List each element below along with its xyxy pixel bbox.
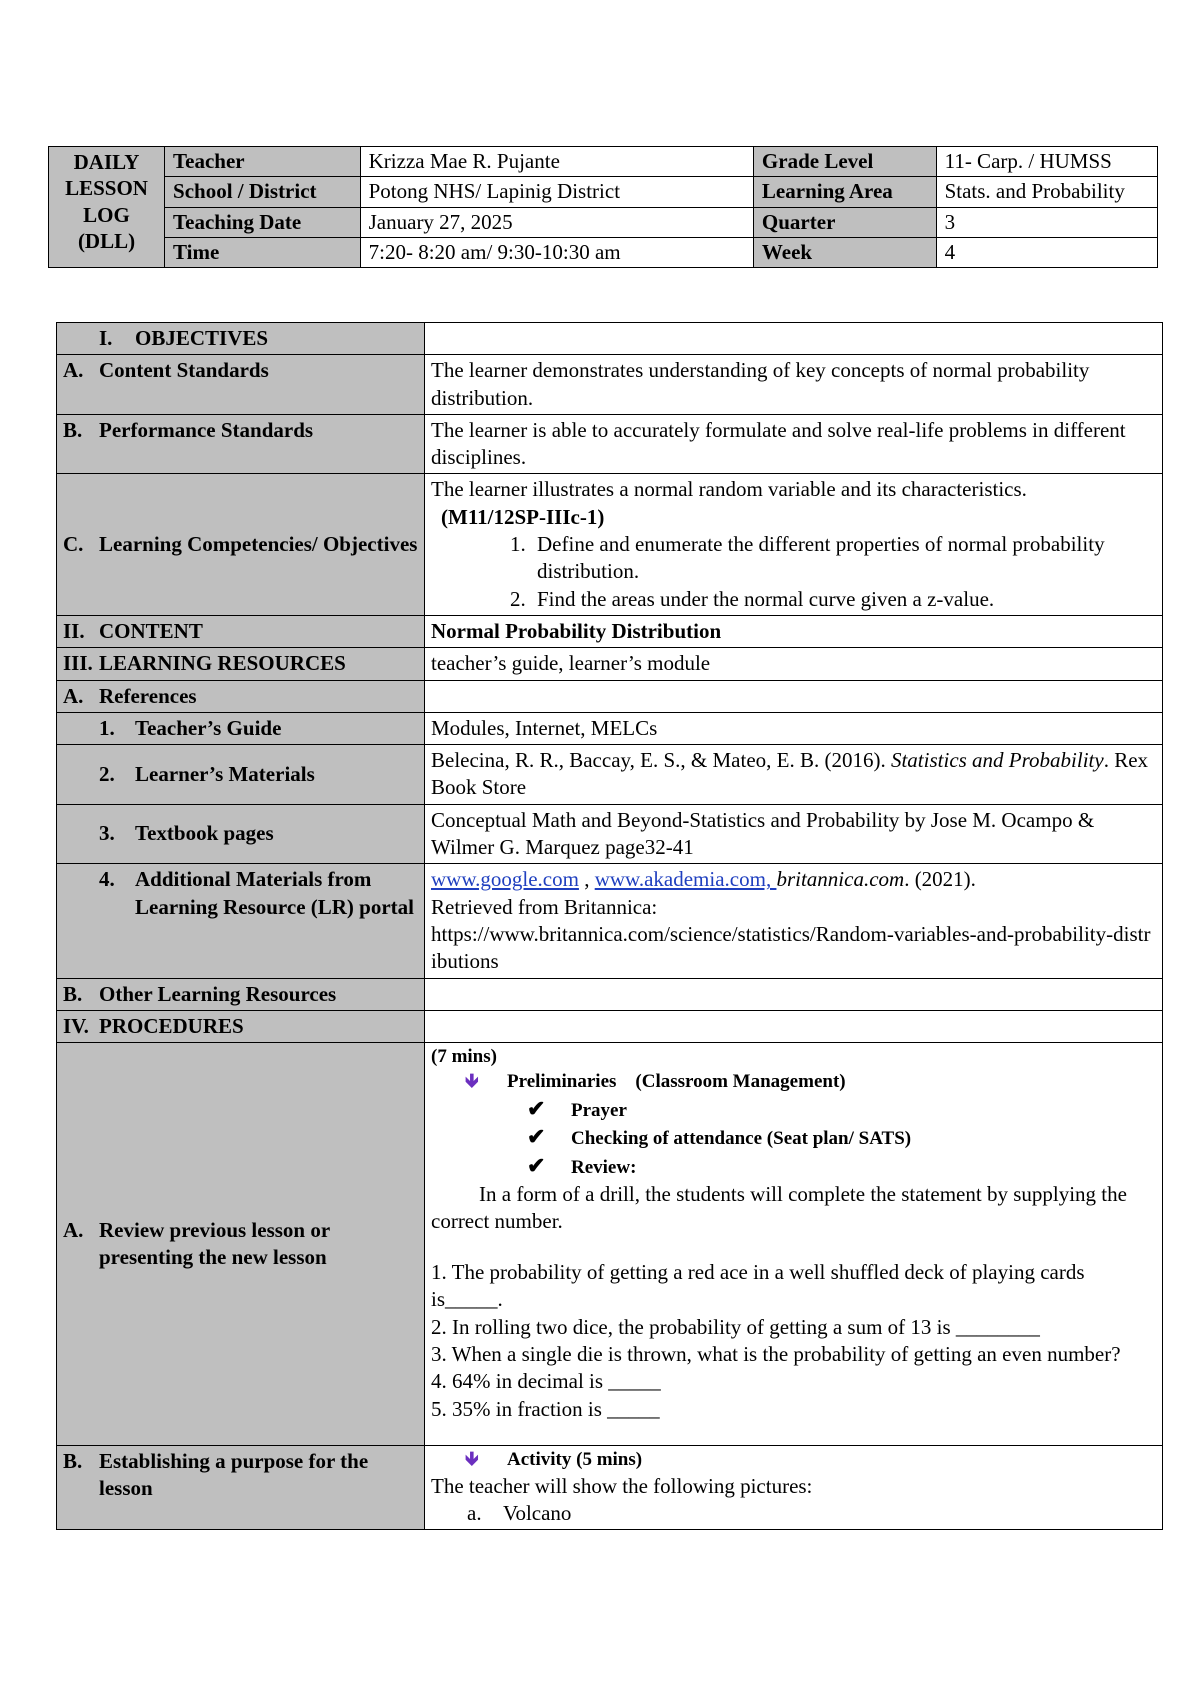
- section-number: I.: [99, 326, 113, 350]
- review-lesson-value: [425, 1043, 1163, 1446]
- lesson-plan-table: [56, 322, 1163, 1530]
- question-3: 3. When a single die is thrown, what is the probability of getting an even number?: [431, 1342, 1121, 1367]
- school-value: Potong NHS/ Lapinig District: [360, 177, 753, 207]
- time-allotment: (7 mins): [431, 1046, 497, 1068]
- references-label: [57, 680, 425, 712]
- question-end: .: [497, 1287, 503, 1312]
- check-item: [431, 1123, 1156, 1152]
- list-item: 2. Find the areas under the normal curve given a z-value.: [531, 586, 1156, 613]
- item-label: References: [99, 683, 197, 708]
- check-item-label: Checking of attendance (Seat plan/ SATS): [571, 1128, 912, 1150]
- time-value: 7:20- 8:20 am/ 9:30-10:30 am: [360, 237, 753, 267]
- establishing-purpose-label: [57, 1445, 425, 1529]
- answer-blank: _____: [445, 1287, 498, 1312]
- content-standards-label: [57, 355, 425, 415]
- question-4: 4. 64% in decimal is _____: [431, 1369, 661, 1394]
- item-letter: C.: [63, 532, 84, 557]
- week-label: Week: [753, 237, 936, 267]
- establishing-purpose-value: [425, 1445, 1163, 1529]
- item-label: Additional Materials from Learning Resource (LR) portal: [135, 867, 414, 919]
- item-letter: A.: [63, 358, 84, 383]
- content-label: [57, 615, 425, 647]
- learners-materials-value: [425, 745, 1163, 805]
- checkmark-icon: ✔: [527, 1095, 546, 1121]
- item-label: Performance Standards: [99, 417, 314, 442]
- learning-competencies-label: [57, 474, 425, 615]
- item-label: Other Learning Resources: [99, 981, 337, 1006]
- content-standards-value: The learner demonstrates understanding of key concepts of normal probability distribution.: [425, 355, 1163, 415]
- performance-standards-value: The learner is able to accurately formulate and solve real-life problems in different disciplines.: [425, 414, 1163, 474]
- school-label: School / District: [165, 177, 361, 207]
- dll-label: [49, 147, 165, 268]
- objectives-heading: [57, 323, 425, 355]
- teaching-date-value: January 27, 2025: [360, 207, 753, 237]
- dll-label-line: LESSON: [65, 176, 148, 201]
- activity-instructions: The teacher will show the following pictures:: [431, 1473, 813, 1498]
- section-title: PROCEDURES: [99, 1013, 244, 1038]
- question-text: 1. The probability of getting a red ace in a well shuffled deck of playing cards is: [431, 1260, 1085, 1312]
- objectives-empty-cell: [425, 323, 1163, 355]
- grade-level-value: 11- Carp. / HUMSS: [936, 147, 1157, 177]
- learning-competencies-value: [425, 474, 1163, 615]
- picture-item-label: Volcano: [503, 1500, 572, 1525]
- textbook-pages-label: [57, 804, 425, 864]
- preliminaries-bullet: [431, 1070, 1156, 1095]
- activity-text: Activity (5 mins): [507, 1448, 643, 1470]
- quarter-value: 3: [936, 207, 1157, 237]
- item-label: Learner’s Materials: [135, 761, 315, 786]
- dll-label-line: DAILY: [73, 150, 140, 174]
- teacher-label: Teacher: [165, 147, 361, 177]
- competency-code: (M11/12SP-IIIc-1): [441, 504, 605, 529]
- preliminaries-text: Preliminaries (Classroom Management): [507, 1070, 846, 1092]
- competency-text: The learner illustrates a normal random variable and its characteristics.: [431, 477, 1027, 502]
- dll-label-line: LOG: [83, 202, 130, 227]
- additional-materials-label: [57, 864, 425, 978]
- picture-item: [431, 1500, 1156, 1527]
- grade-level-label: Grade Level: [753, 147, 936, 177]
- item-letter: B.: [63, 981, 83, 1006]
- quarter-label: Quarter: [753, 207, 936, 237]
- item-label: Review previous lesson or presenting the new lesson: [99, 1217, 330, 1270]
- other-resources-label: [57, 978, 425, 1010]
- item-letter: A.: [63, 1217, 84, 1242]
- item-label: Learning Competencies/ Objectives: [99, 532, 418, 557]
- citation-authors: Belecina, R. R., Baccay, E. S., & Mateo, E. B. (2016).: [431, 748, 891, 773]
- activity-bullet: [431, 1448, 1156, 1473]
- week-value: 4: [936, 237, 1157, 267]
- check-item: [431, 1095, 1156, 1124]
- review-lesson-label: [57, 1043, 425, 1446]
- section-title: OBJECTIVES: [135, 326, 269, 350]
- item-number: 3.: [99, 821, 115, 846]
- teachers-guide-label: [57, 712, 425, 744]
- item-number: 2.: [99, 761, 115, 786]
- site-name: britannica.com: [776, 867, 905, 892]
- item-number: 1.: [99, 715, 115, 740]
- section-number: IV.: [63, 1013, 89, 1038]
- item-letter: B.: [63, 1448, 83, 1473]
- question-2: 2. In rolling two dice, the probability of getting a sum of 13 is ________: [431, 1314, 1040, 1339]
- procedures-empty-cell: [425, 1010, 1163, 1042]
- item-letter: A.: [63, 683, 84, 708]
- dll-header-table: [48, 146, 1158, 268]
- google-link[interactable]: www.google.com: [431, 867, 579, 892]
- down-arrow-bullet-icon: 🡻: [465, 1448, 479, 1470]
- content-value: Normal Probability Distribution: [425, 615, 1163, 647]
- item-label: Content Standards: [99, 358, 269, 383]
- drill-instructions: In a form of a drill, the students will complete the statement by supplying the correct number.: [431, 1181, 1127, 1233]
- item-label: Establishing a purpose for the lesson: [99, 1448, 369, 1501]
- teacher-value: Krizza Mae R. Pujante: [360, 147, 753, 177]
- other-resources-empty-cell: [425, 978, 1163, 1010]
- citation-publisher: . Rex Book Store: [431, 748, 1149, 800]
- learning-area-label: Learning Area: [753, 177, 936, 207]
- section-number: II.: [63, 618, 85, 643]
- question-5: 5. 35% in fraction is _____: [431, 1396, 660, 1421]
- separator: ,: [578, 867, 595, 892]
- checkmark-icon: ✔: [527, 1152, 546, 1178]
- section-title: CONTENT: [99, 618, 203, 643]
- learners-materials-label: [57, 745, 425, 805]
- retrieved-text: Retrieved from Britannica:: [431, 894, 658, 919]
- citation-year: . (2021).: [904, 867, 976, 892]
- teachers-guide-value: Modules, Internet, MELCs: [425, 712, 1163, 744]
- item-label: Teacher’s Guide: [135, 715, 282, 740]
- akademia-link[interactable]: www.akademia.com,: [594, 867, 777, 892]
- down-arrow-bullet-icon: 🡻: [465, 1070, 479, 1092]
- item-number: 4.: [99, 867, 115, 892]
- item-label: Textbook pages: [135, 821, 274, 846]
- learning-resources-value: teacher’s guide, learner’s module: [425, 648, 1163, 680]
- additional-materials-value: [425, 864, 1163, 978]
- learning-resources-label: [57, 648, 425, 680]
- check-item: [431, 1152, 1156, 1181]
- section-number: III.: [63, 651, 93, 676]
- checkmark-icon: ✔: [527, 1124, 546, 1150]
- check-item-label: Prayer: [571, 1099, 627, 1121]
- question-1: [431, 1259, 1156, 1314]
- learning-area-value: Stats. and Probability: [936, 177, 1157, 207]
- citation-title: Statistics and Probability: [890, 748, 1104, 773]
- list-item: 1. Define and enumerate the different properties of normal probability distribution.: [531, 531, 1156, 586]
- performance-standards-label: [57, 414, 425, 474]
- textbook-pages-value: Conceptual Math and Beyond-Statistics and Probability by Jose M. Ocampo & Wilmer G. Marquez page32-41: [425, 804, 1163, 864]
- check-item-label: Review:: [571, 1156, 637, 1178]
- teaching-date-label: Teaching Date: [165, 207, 361, 237]
- dll-label-line: (DLL): [77, 228, 136, 253]
- references-empty-cell: [425, 680, 1163, 712]
- objective-list: [431, 531, 1156, 613]
- picture-item-letter: a.: [467, 1500, 482, 1525]
- item-letter: B.: [63, 417, 83, 442]
- time-label: Time: [165, 237, 361, 267]
- britannica-url: https://www.britannica.com/science/statistics/Random-variables-and-probability-distributions: [431, 921, 1151, 974]
- section-title: LEARNING RESOURCES: [99, 651, 346, 676]
- procedures-label: [57, 1010, 425, 1042]
